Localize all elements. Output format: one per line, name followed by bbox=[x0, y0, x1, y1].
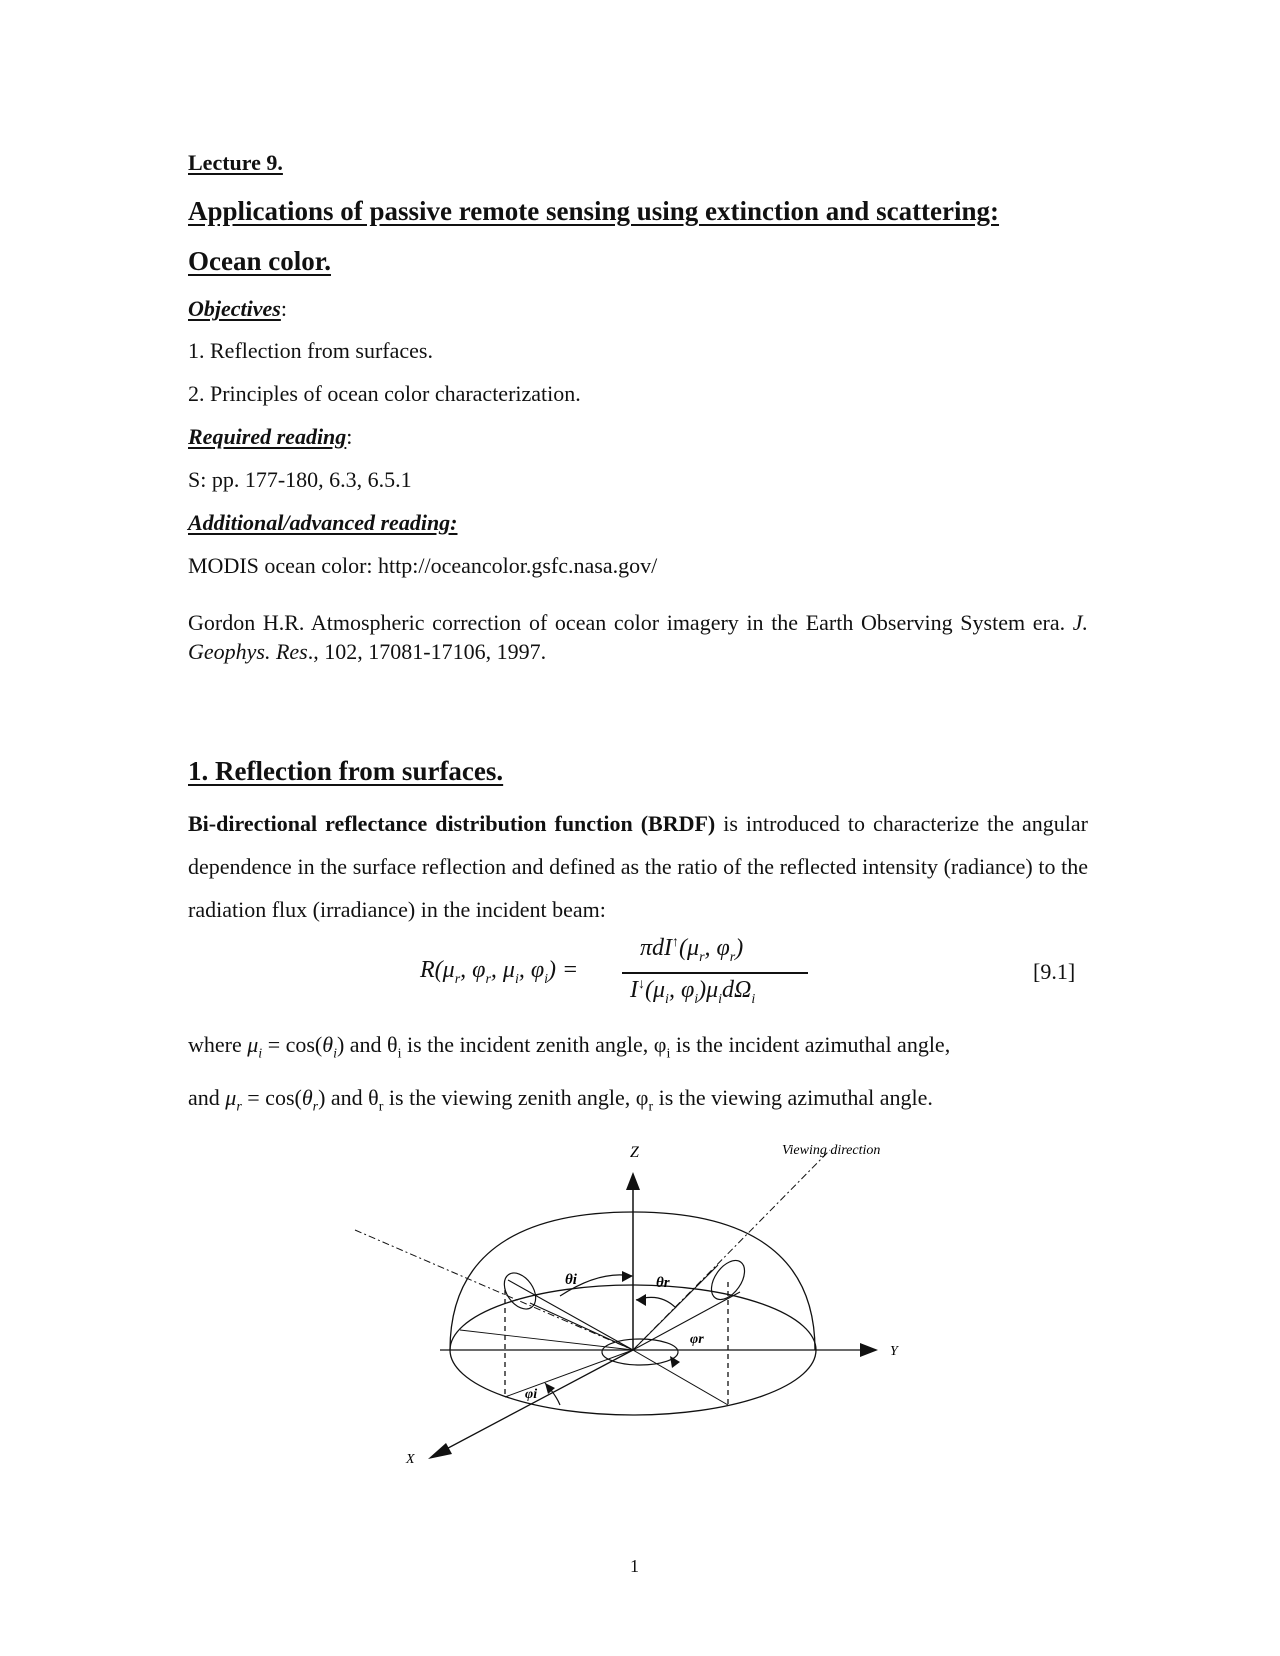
where-line-2: and $\mu_r = \cos(\theta_r)$ and $\theta_r$ is the viewing zenith angle, $\varphi_r$ is the viewing azimuthal angle. bbox=[188, 1085, 933, 1115]
where-line-1: where $\mu_i = \cos(\theta_i)$ and $\theta_i$ is the incident zenith angle, $\varphi_i$ is the incident azimuthal angle, bbox=[188, 1032, 951, 1062]
objectives-heading: Objectives: bbox=[188, 296, 287, 321]
gordon-text: Gordon H.R. Atmospheric correction of ocean color imagery in the Earth Observing System era. bbox=[188, 610, 1066, 635]
and-word: and bbox=[188, 1085, 220, 1110]
title-line-2: Ocean color. bbox=[188, 246, 331, 276]
objectives-label: Objectives bbox=[188, 296, 281, 321]
y-label: Y bbox=[890, 1344, 898, 1359]
x-label: X bbox=[406, 1452, 415, 1467]
z-arrow bbox=[626, 1172, 640, 1190]
gordon-details: ., 102, 17081-17106, 1997. bbox=[307, 639, 547, 664]
where1-azimuth: is the incident azimuthal angle, bbox=[670, 1032, 951, 1057]
viewing-direction-label: Viewing direction bbox=[782, 1143, 881, 1158]
page-number: 1 bbox=[630, 1556, 639, 1576]
section-heading: 1. Reflection from surfaces. bbox=[188, 756, 504, 786]
brdf-paragraph bbox=[188, 802, 1088, 931]
where2-azimuth: is the viewing azimuthal angle. bbox=[653, 1085, 933, 1110]
equation-numerator: $\pi dI^↑(\mu_r$, $\varphi_r$) bbox=[640, 935, 744, 965]
gordon-reference bbox=[188, 608, 1088, 666]
brdf-geometry-figure bbox=[340, 1130, 920, 1480]
where1-and: and θ bbox=[349, 1032, 398, 1057]
where1-zenith: is the incident zenith angle, φ bbox=[401, 1032, 667, 1057]
required-reading-text: S: pp. 177-180, 6.3, 6.5.1 bbox=[188, 467, 412, 492]
required-reading-heading: Required reading: bbox=[188, 424, 353, 449]
x-axis bbox=[435, 1350, 633, 1455]
objective-item-2: 2. Principles of ocean color characterization. bbox=[188, 381, 581, 406]
phi-i-label: φi bbox=[525, 1387, 538, 1402]
theta-r-label: θr bbox=[656, 1275, 670, 1291]
objective-item-1: 1. Reflection from surfaces. bbox=[188, 338, 433, 363]
gordon-journal: J. Geophys. Res bbox=[188, 610, 1089, 664]
title-line-1: Applications of passive remote sensing using extinction and scattering: bbox=[188, 196, 1000, 226]
equation-denominator: $I^↓(\mu_i$, $\varphi_i)\mu_id\Omega_i$ bbox=[630, 977, 756, 1007]
brdf-definition: is introduced to characterize the angular dependence in the surface reflection and defined as the ratio of the reflected intensity (radiance) to the radiation flux (irradiance) in the incident beam: bbox=[188, 811, 1088, 922]
z-label: Z bbox=[630, 1144, 639, 1161]
additional-reading-heading: Additional/advanced reading: bbox=[188, 510, 458, 535]
modis-reference: MODIS ocean color: http://oceancolor.gsfc.nasa.gov/ bbox=[188, 553, 658, 578]
where2-zenith: is the viewing zenith angle, φ bbox=[383, 1085, 649, 1110]
y-arrow bbox=[860, 1343, 878, 1357]
required-reading-label: Required reading bbox=[188, 424, 347, 449]
fraction-bar bbox=[622, 972, 808, 974]
equation-lhs: $R(\mu_r$, $\varphi_r$, $\mu_i$, $\varphi_i$) = bbox=[420, 957, 579, 987]
x-arrow bbox=[428, 1443, 452, 1459]
where2-and: and θ bbox=[330, 1085, 379, 1110]
phi-r-label: φr bbox=[690, 1332, 704, 1347]
equation-9-1 bbox=[0, 935, 1280, 1015]
brdf-term: Bi-directional reflectance distribution function (BRDF) bbox=[188, 811, 716, 836]
equation-number: [9.1] bbox=[1033, 959, 1076, 984]
where-word: where bbox=[188, 1032, 242, 1057]
lecture-number: Lecture 9. bbox=[188, 150, 283, 175]
theta-i-label: θi bbox=[565, 1272, 577, 1288]
